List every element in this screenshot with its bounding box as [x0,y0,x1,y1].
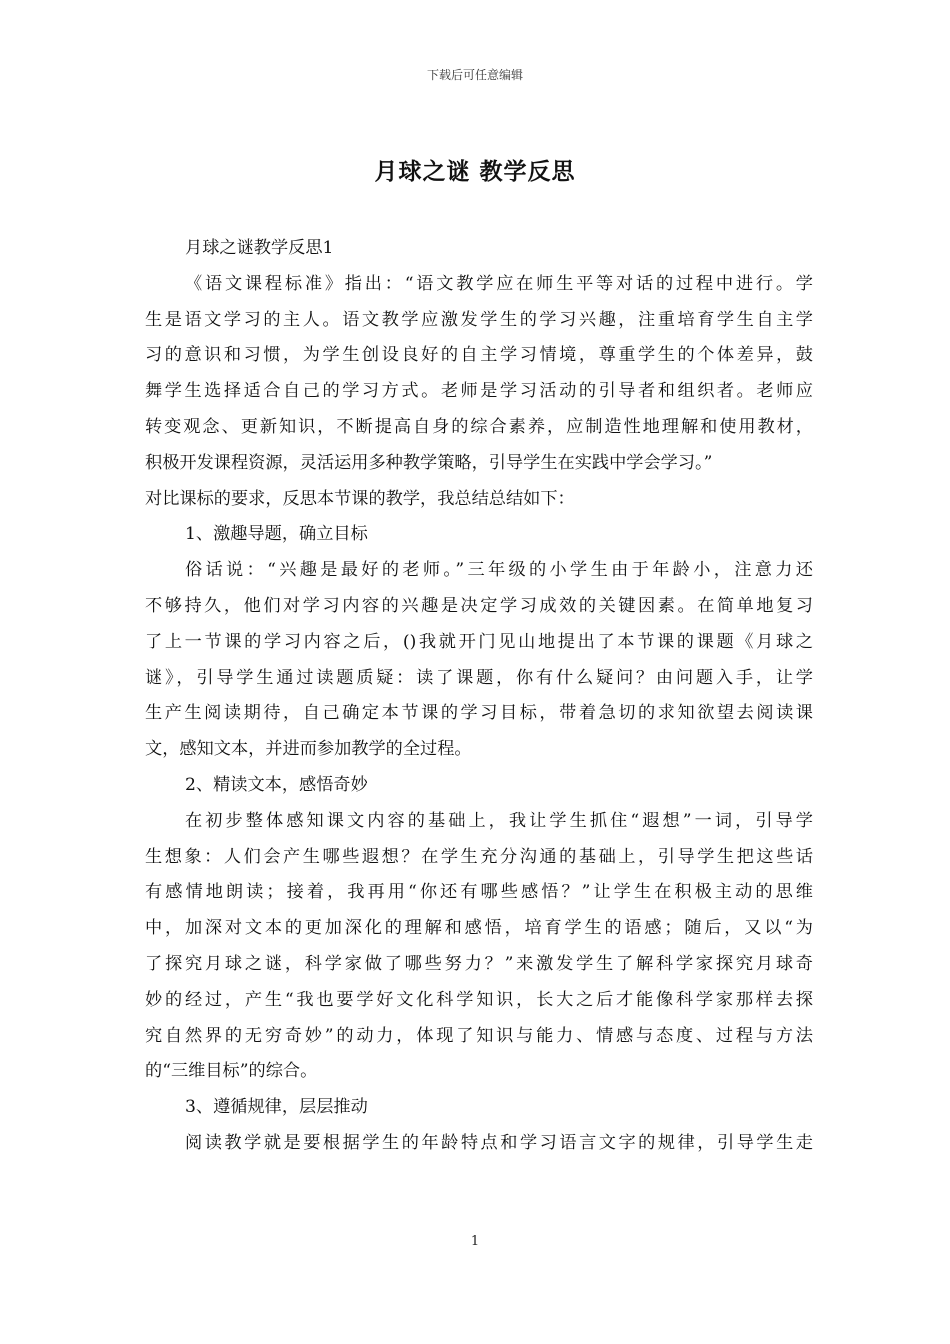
text-line: 有感情地朗读；接着，我再用“你还有哪些感悟？”让学生在积极主动的思维 [145,882,813,903]
text-line: 生是语文学习的主人。语文教学应激发学生的学习兴趣，注重培育学生自主学 [145,309,813,330]
text-line: 习的意识和习惯，为学生创设良好的自主学习情境，尊重学生的个体差异，鼓 [145,345,813,366]
page-number: 1 [470,1234,480,1249]
text-line: 生想象：人们会产生哪些遐想？在学生充分沟通的基础上，引导学生把这些话 [145,846,813,867]
text-line: 了探究月球之谜，科学家做了哪些努力？”来激发学生了解科学家探究月球奇 [145,953,813,974]
text-line: 了上一节课的学习内容之后，()我就开门见山地提出了本节课的课题《月球之 [145,631,813,652]
text-line: 究自然界的无穷奇妙”的动力，体现了知识与能力、情感与态度、过程与方法 [145,1025,813,1046]
text-line: 谜》，引导学生通过读题质疑：读了课题，你有什么疑问？由问题入手，让学 [145,667,813,688]
text-line: 文，感知文本，并进而参加教学的全过程。 [145,739,472,760]
text-line: 的“三维目标”的综合。 [145,1061,318,1082]
text-line: 舞学生选择适合自己的学习方式。老师是学习活动的引导者和组织者。老师应 [145,381,813,402]
text-line: 不够持久，他们对学习内容的兴趣是决定学习成效的关键因素。在简单地复习 [145,595,813,616]
text-line: 生产生阅读期待，自己确定本节课的学习目标，带着急切的求知欲望去阅读课 [145,703,813,724]
header-note: 下载后可任意编辑 [426,68,523,82]
text-line: 对比课标的要求，反思本节课的教学，我总结总结如下： [145,488,575,509]
text-line: 中，加深对文本的更加深化的理解和感悟，培育学生的语感；随后，又以“为 [145,918,813,939]
text-line: 俗话说：“兴趣是最好的老师。”三年级的小学生由于年龄小，注意力还 [185,560,813,581]
text-line: 妙的经过，产生“我也要学好文化科学知识，长大之后才能像科学家那样去探 [145,989,813,1010]
text-line: 阅读教学就是要根据学生的年龄特点和学习语言文字的规律，引导学生走 [185,1132,813,1153]
document-body [145,231,813,1162]
text-line: 1、激趣导题，确立目标 [185,524,368,545]
document-title: 月球之谜 教学反思 [374,158,576,185]
text-line: 转变观念、更新知识，不断提高自身的综合素养，应制造性地理解和使用教材， [145,416,813,437]
text-line: 积极开发课程资源，灵活运用多种教学策略，引导学生在实践中学会学习。” [145,452,713,473]
text-line: 月球之谜教学反思1 [185,238,334,258]
text-line: 3、遵循规律，层层推动 [185,1097,368,1118]
text-line: 2、精读文本，感悟奇妙 [185,774,368,795]
text-line: 在初步整体感知课文内容的基础上，我让学生抓住“遐想”一词，引导学 [185,810,813,831]
text-line: 《语文课程标准》指出：“语文教学应在师生平等对话的过程中进行。学 [185,273,813,294]
